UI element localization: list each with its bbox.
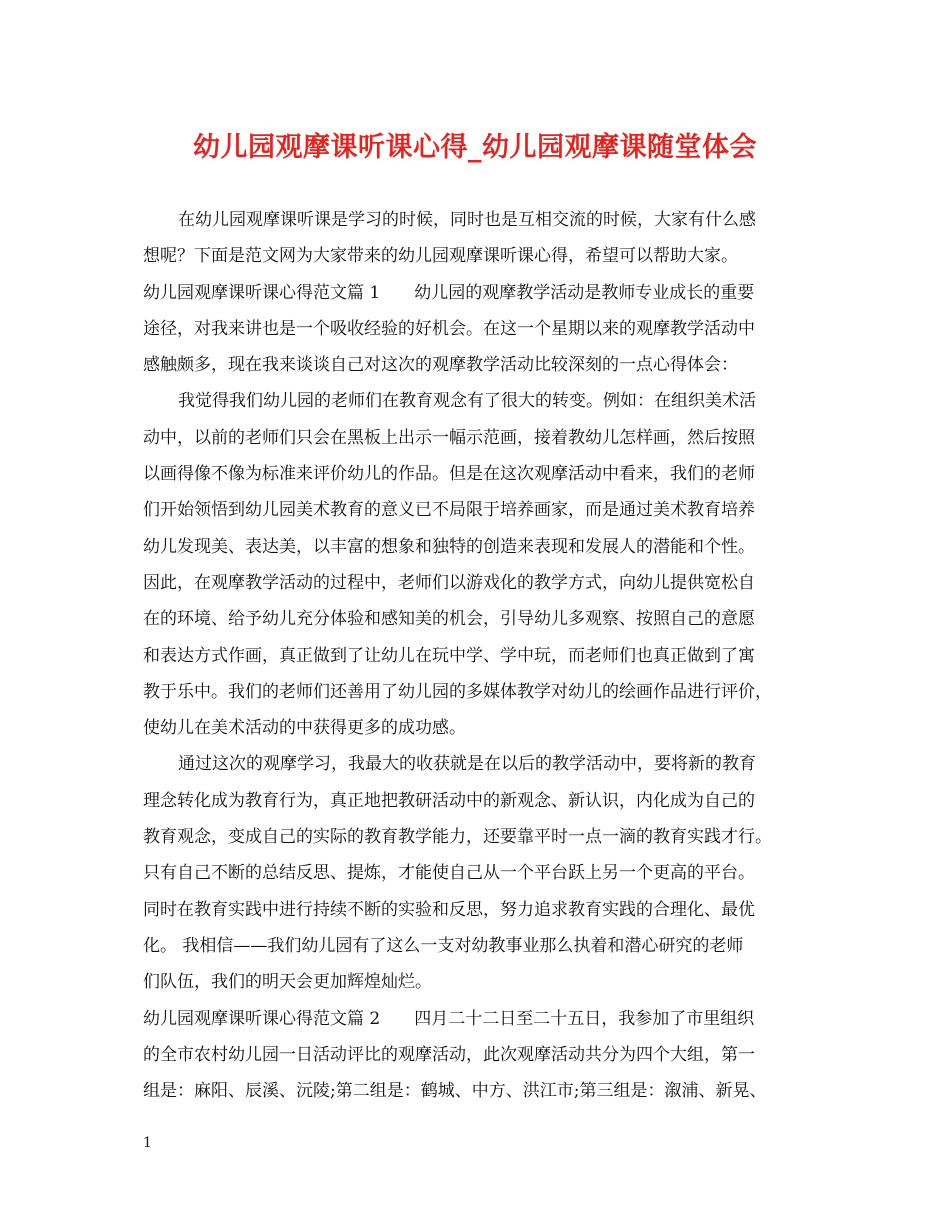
paragraph-line: 和表达方式作画，真正做到了让幼儿在玩中学、学中玩，而老师们也真正做到了寓	[143, 645, 755, 666]
paragraph-line: 们开始领悟到幼儿园美术教育的意义已不局限于培养画家，而是通过美术教育培养	[143, 500, 755, 521]
paragraph-line: 以画得像不像为标准来评价幼儿的作品。但是在这次观摩活动中看来，我们的老师	[143, 464, 755, 485]
section-heading: 幼儿园观摩课听课心得范文篇 1	[143, 282, 381, 303]
paragraph-line: 使幼儿在美术活动的中获得更多的成功感。	[143, 718, 466, 739]
paragraph-line: 感触颇多，现在我来谈谈自己对这次的观摩教学活动比较深刻的一点心得体会：	[143, 355, 738, 376]
paragraph-line: 在的环境、给予幼儿充分体验和感知美的机会，引导幼儿多观察、按照自己的意愿	[143, 609, 755, 630]
paragraph-line: 幼儿园的观摩教学活动是教师专业成长的重要	[414, 282, 755, 303]
section-heading: 幼儿园观摩课听课心得范文篇 2	[143, 1008, 381, 1029]
section-heading-line	[143, 275, 823, 311]
paragraph-line: 幼儿发现美、表达美，以丰富的想象和独特的创造来表现和发展人的潜能和个性。	[143, 536, 755, 557]
paragraph-line: 教育观念，变成自己的实际的教育教学能力，还要靠平时一点一滴的教育实践才行。	[143, 827, 772, 848]
section-heading-line	[143, 1001, 823, 1037]
page-number: 1	[143, 1135, 152, 1151]
paragraph-line: 教于乐中。我们的老师们还善用了幼儿园的多媒体教学对幼儿的绘画作品进行评价，	[143, 681, 772, 702]
paragraph-line: 化。 我相信——我们幼儿园有了这么一支对幼教事业那么执着和潜心研究的老师	[143, 935, 744, 956]
paragraph-line: 途径，对我来讲也是一个吸收经验的好机会。在这一个星期以来的观摩教学活动中	[143, 318, 755, 339]
paragraph-line: 通过这次的观摩学习，我最大的收获就是在以后的教学活动中，要将新的教育	[178, 754, 756, 775]
paragraph-line: 理念转化成为教育行为，真正地把教研活动中的新观念、新认识，内化成为自己的	[143, 790, 755, 811]
paragraph-line: 同时在教育实践中进行持续不断的实验和反思，努力追求教育实践的合理化、最优	[143, 899, 755, 920]
paragraph-line: 想呢？下面是范文网为大家带来的幼儿园观摩课听课心得，希望可以帮助大家。	[143, 246, 738, 267]
paragraph-line: 我觉得我们幼儿园的老师们在教育观念有了很大的转变。例如：在组织美术活	[178, 391, 756, 412]
paragraph-line: 只有自己不断的总结反思、提炼，才能使自己从一个平台跃上另一个更高的平台。	[143, 863, 755, 884]
page-title: 幼儿园观摩课听课心得_幼儿园观摩课随堂体会	[193, 132, 757, 163]
article-body	[143, 202, 823, 1109]
paragraph-line: 动中，以前的老师们只会在黑板上出示一幅示范画，接着教幼儿怎样画，然后按照	[143, 427, 755, 448]
paragraph-line: 在幼儿园观摩课听课是学习的时候，同时也是互相交流的时候，大家有什么感	[178, 210, 756, 230]
paragraph-line: 们队伍，我们的明天会更加辉煌灿烂。	[143, 972, 432, 993]
paragraph-line: 的全市农村幼儿园一日活动评比的观摩活动，此次观摩活动共分为四个大组，第一	[143, 1044, 755, 1065]
paragraph-line: 组是：麻阳、辰溪、沅陵;第二组是：鹤城、中方、洪江市;第三组是：溆浦、新晃、	[143, 1081, 767, 1102]
paragraph-line: 四月二十二日至二十五日，我参加了市里组织	[414, 1008, 755, 1029]
paragraph-line: 因此，在观摩教学活动的过程中，老师们以游戏化的教学方式，向幼儿提供宽松自	[143, 572, 755, 593]
